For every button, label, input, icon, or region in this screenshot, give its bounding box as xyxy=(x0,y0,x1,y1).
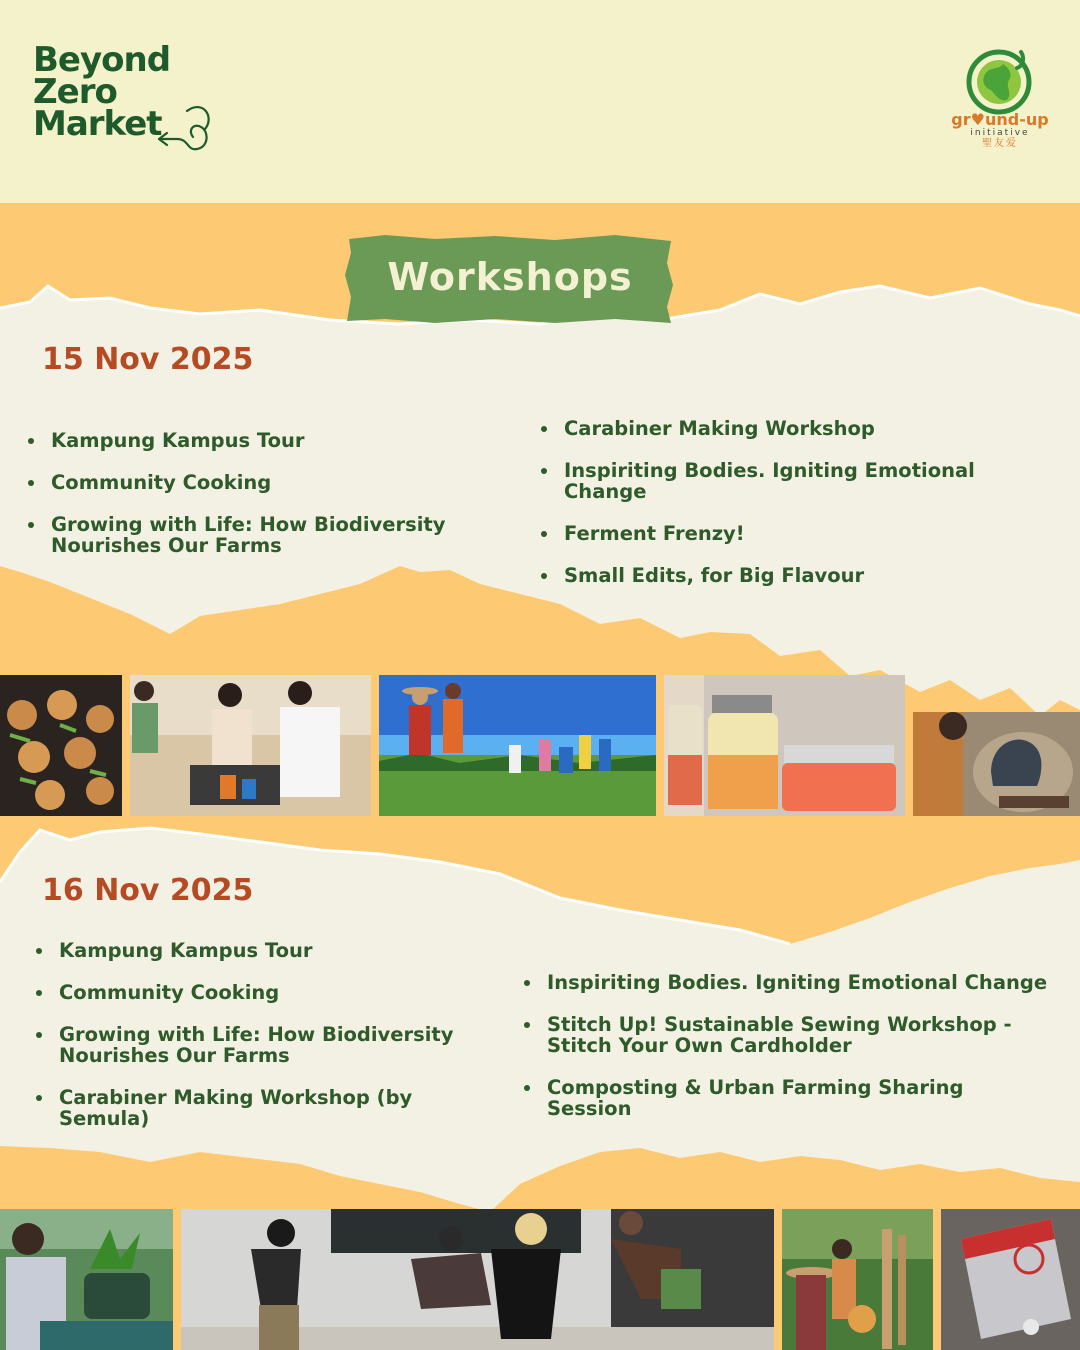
partner-chinese: 聖友爱 xyxy=(982,138,1018,149)
day2-left-item-1: Kampung Kampus Tour xyxy=(35,940,455,961)
photo-ferment-jars xyxy=(664,675,905,816)
photo-clay-oven xyxy=(913,712,1080,816)
partner-name: gr♥und-up xyxy=(951,110,1049,129)
day2-left-list xyxy=(35,940,455,1129)
beyond-zero-market-logo xyxy=(33,40,171,144)
day2-right-item-3: Composting & Urban Farming Sharing Session xyxy=(523,1077,1053,1119)
day1-date: 15 Nov 2025 xyxy=(42,342,254,377)
day2-right-item-2: Stitch Up! Sustainable Sewing Workshop - Stitch Your Own Cardholder xyxy=(523,1014,1057,1056)
loop-arrow-icon xyxy=(157,99,213,151)
day2-left-item-3: Growing with Life: How Biodiversity Nourishes Our Farms xyxy=(35,1024,459,1066)
day1-right-item-1: Carabiner Making Workshop xyxy=(540,418,1060,439)
day2-date: 16 Nov 2025 xyxy=(42,873,254,908)
day1-right-item-4: Small Edits, for Big Flavour xyxy=(540,565,1060,586)
photo-movement-workshop xyxy=(181,1209,774,1350)
day2-left-item-4: Carabiner Making Workshop (by Semula) xyxy=(35,1087,439,1129)
photo-cardholder xyxy=(941,1209,1080,1350)
day1-left-item-3: Growing with Life: How Biodiversity Nourishes Our Farms xyxy=(27,514,451,556)
brand-line-2: Zero xyxy=(33,72,117,112)
photo-garden-composting xyxy=(782,1209,933,1350)
day1-left-item-2: Community Cooking xyxy=(27,472,447,493)
photo-farm-tour xyxy=(379,675,656,816)
brand-line-3: Market xyxy=(33,104,162,144)
day1-left-list xyxy=(27,430,447,556)
globe-icon xyxy=(965,44,1035,116)
day1-right-item-2: Inspiriting Bodies. Igniting Emotional Change xyxy=(540,460,1060,502)
ground-up-initiative-logo xyxy=(950,44,1050,150)
day2-left-item-2: Community Cooking xyxy=(35,982,455,1003)
photo-scallops xyxy=(0,675,122,816)
header xyxy=(0,0,1080,203)
day1-right-list xyxy=(540,418,1060,586)
day1-left-item-1: Kampung Kampus Tour xyxy=(27,430,447,451)
day1-right-item-3: Ferment Frenzy! xyxy=(540,523,1060,544)
day2-right-item-1: Inspiriting Bodies. Igniting Emotional Change xyxy=(523,972,1053,993)
day2-right-list xyxy=(523,972,1053,1119)
partner-sub: initiative xyxy=(970,128,1030,138)
photo-community-cooking xyxy=(130,675,371,816)
workshops-title: Workshops xyxy=(387,255,633,299)
brand-line-1: Beyond xyxy=(33,40,171,80)
photo-plant-pot xyxy=(0,1209,173,1350)
